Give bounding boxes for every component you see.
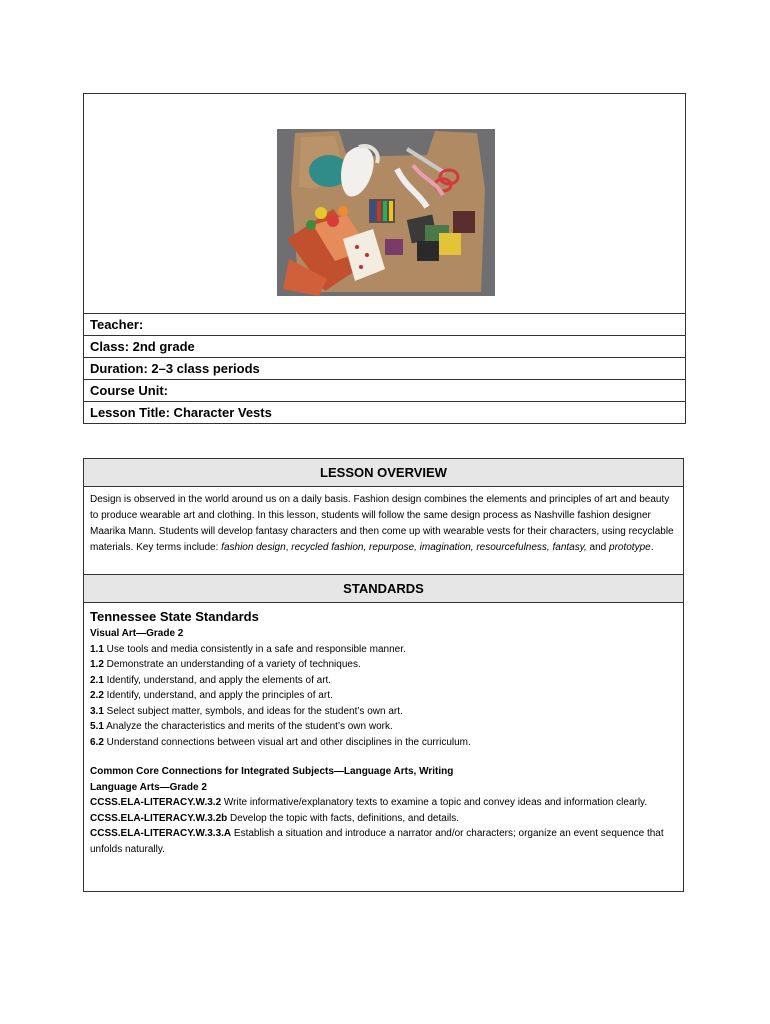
standard-item bbox=[90, 719, 677, 735]
lesson-info-table bbox=[83, 93, 686, 424]
standards-header: STANDARDS bbox=[84, 575, 683, 603]
photo-cell bbox=[84, 94, 685, 314]
cc-standard-code: CCSS.ELA-LITERACY.W.3.2 bbox=[90, 797, 222, 808]
standard-text: Identify, understand, and apply the elements of art. bbox=[103, 674, 332, 686]
cc-standard-code: CCSS.ELA-LITERACY.W.3.2b bbox=[90, 812, 228, 824]
standard-text: Understand connections between visual art and other disciplines in the curriculum. bbox=[103, 736, 471, 748]
cc-standard-text: Write informative/explanatory texts to examine a topic and convey ideas and information clearly. bbox=[221, 797, 648, 808]
common-core-heading: Common Core Connections for Integrated Subjects—Language Arts, Writing bbox=[90, 766, 454, 777]
standard-item bbox=[90, 673, 677, 689]
overview-end: . bbox=[650, 542, 654, 553]
cc-standard-item bbox=[90, 795, 677, 811]
lesson-content-table bbox=[83, 458, 684, 892]
standard-item bbox=[90, 688, 677, 704]
tn-standards-heading: Tennessee State Standards bbox=[90, 609, 259, 624]
standard-text: Use tools and media consistently in a safe and responsible manner. bbox=[103, 643, 406, 655]
lesson-overview-header: LESSON OVERVIEW bbox=[84, 459, 683, 487]
overview-body: Design is observed in the world around us on a daily basis. Fashion design combines the elements and principles of art and beauty to produce wearable art and clothing. In this lesson, students will follow the same design process as Nashville fashion designer Maarika Mann. Students will develop fantasy characters and then come up with wearable vests for their characters, using recyclable materials. Key terms include: bbox=[90, 494, 674, 553]
standard-code: 3.1 bbox=[90, 705, 104, 717]
standard-text: Identify, understand, and apply the principles of art. bbox=[103, 690, 333, 701]
standard-code: 2.2 bbox=[90, 690, 104, 701]
overview-and: and bbox=[586, 542, 610, 553]
term-prototype: prototype bbox=[609, 542, 651, 553]
teacher-row: Teacher: bbox=[84, 314, 685, 336]
standard-text: Select subject matter, symbols, and ideas for the student’s own art. bbox=[103, 705, 403, 717]
standard-item bbox=[90, 642, 677, 658]
spacer bbox=[90, 750, 677, 764]
standard-code: 5.1 bbox=[90, 721, 104, 732]
course-unit-row: Course Unit: bbox=[84, 380, 685, 402]
cc-standard-item bbox=[90, 811, 677, 827]
cc-standard-text: Establish a situation and introduce a narrator and/or characters; organize an event sequence that unfolds naturally. bbox=[90, 828, 664, 855]
class-row: Class: 2nd grade bbox=[84, 336, 685, 358]
standard-text: Analyze the characteristics and merits of the student’s own work. bbox=[103, 721, 393, 732]
standard-code: 1.1 bbox=[90, 643, 104, 655]
visual-art-heading: Visual Art—Grade 2 bbox=[90, 628, 184, 639]
terms-list: recycled fashion, repurpose, imagination, resourcefulness, fantasy, bbox=[291, 542, 587, 553]
language-arts-heading: Language Arts—Grade 2 bbox=[90, 781, 207, 793]
cc-standard-text: Develop the topic with facts, definitions, and details. bbox=[227, 812, 460, 824]
standard-code: 1.2 bbox=[90, 659, 104, 670]
standard-item bbox=[90, 735, 677, 751]
term-fashion-design: fashion design bbox=[221, 542, 286, 553]
duration-row: Duration: 2–3 class periods bbox=[84, 358, 685, 380]
standards-body bbox=[84, 603, 683, 862]
standard-item bbox=[90, 657, 677, 673]
lesson-title-row: Lesson Title: Character Vests bbox=[90, 405, 272, 420]
standard-code: 6.2 bbox=[90, 736, 104, 748]
standard-text: Demonstrate an understanding of a variety of techniques. bbox=[103, 659, 361, 670]
lesson-overview-text bbox=[84, 487, 683, 575]
standard-code: 2.1 bbox=[90, 674, 104, 686]
cc-standard-code: CCSS.ELA-LITERACY.W.3.3.A bbox=[90, 828, 232, 839]
standard-item bbox=[90, 704, 677, 720]
materials-photo bbox=[277, 129, 495, 296]
cc-standard-item bbox=[90, 826, 677, 857]
overview-sep: , bbox=[285, 542, 292, 553]
